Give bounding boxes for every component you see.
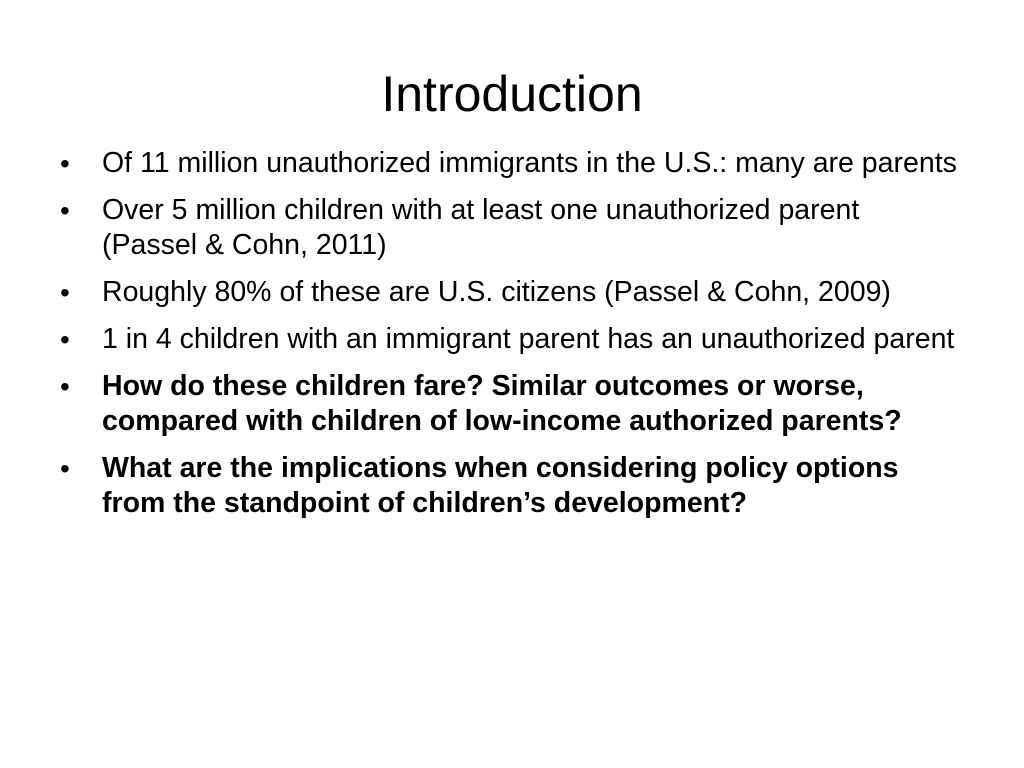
bullet-icon: •: [60, 148, 70, 179]
bullet-icon: •: [60, 453, 70, 484]
bullet-item-question: [60, 451, 960, 521]
bullet-text: 1 in 4 children with an immigrant parent has an unauthorized parent: [102, 323, 955, 355]
bullet-list: [60, 146, 960, 533]
bullet-text: What are the implications when considering policy options from the standpoint of children’s development?: [102, 452, 899, 519]
bullet-text: Of 11 million unauthorized immigrants in the U.S.: many are parents: [102, 147, 957, 179]
bullet-icon: •: [60, 277, 70, 308]
bullet-icon: •: [60, 195, 70, 226]
bullet-item: [60, 275, 960, 310]
bullet-text: Roughly 80% of these are U.S. citizens (Passel & Cohn, 2009): [102, 276, 891, 308]
bullet-icon: •: [60, 371, 70, 402]
bullet-text: Over 5 million children with at least one unauthorized parent (Passel & Cohn, 2011): [102, 194, 860, 261]
bullet-icon: •: [60, 324, 70, 355]
bullet-item: [60, 322, 960, 357]
slide-title: Introduction: [381, 66, 643, 122]
bullet-text: How do these children fare? Similar outcomes or worse, compared with children of low-income authorized parents?: [102, 370, 902, 437]
bullet-item: [60, 146, 960, 181]
bullet-item: [60, 193, 960, 263]
bullet-item-question: [60, 369, 960, 439]
